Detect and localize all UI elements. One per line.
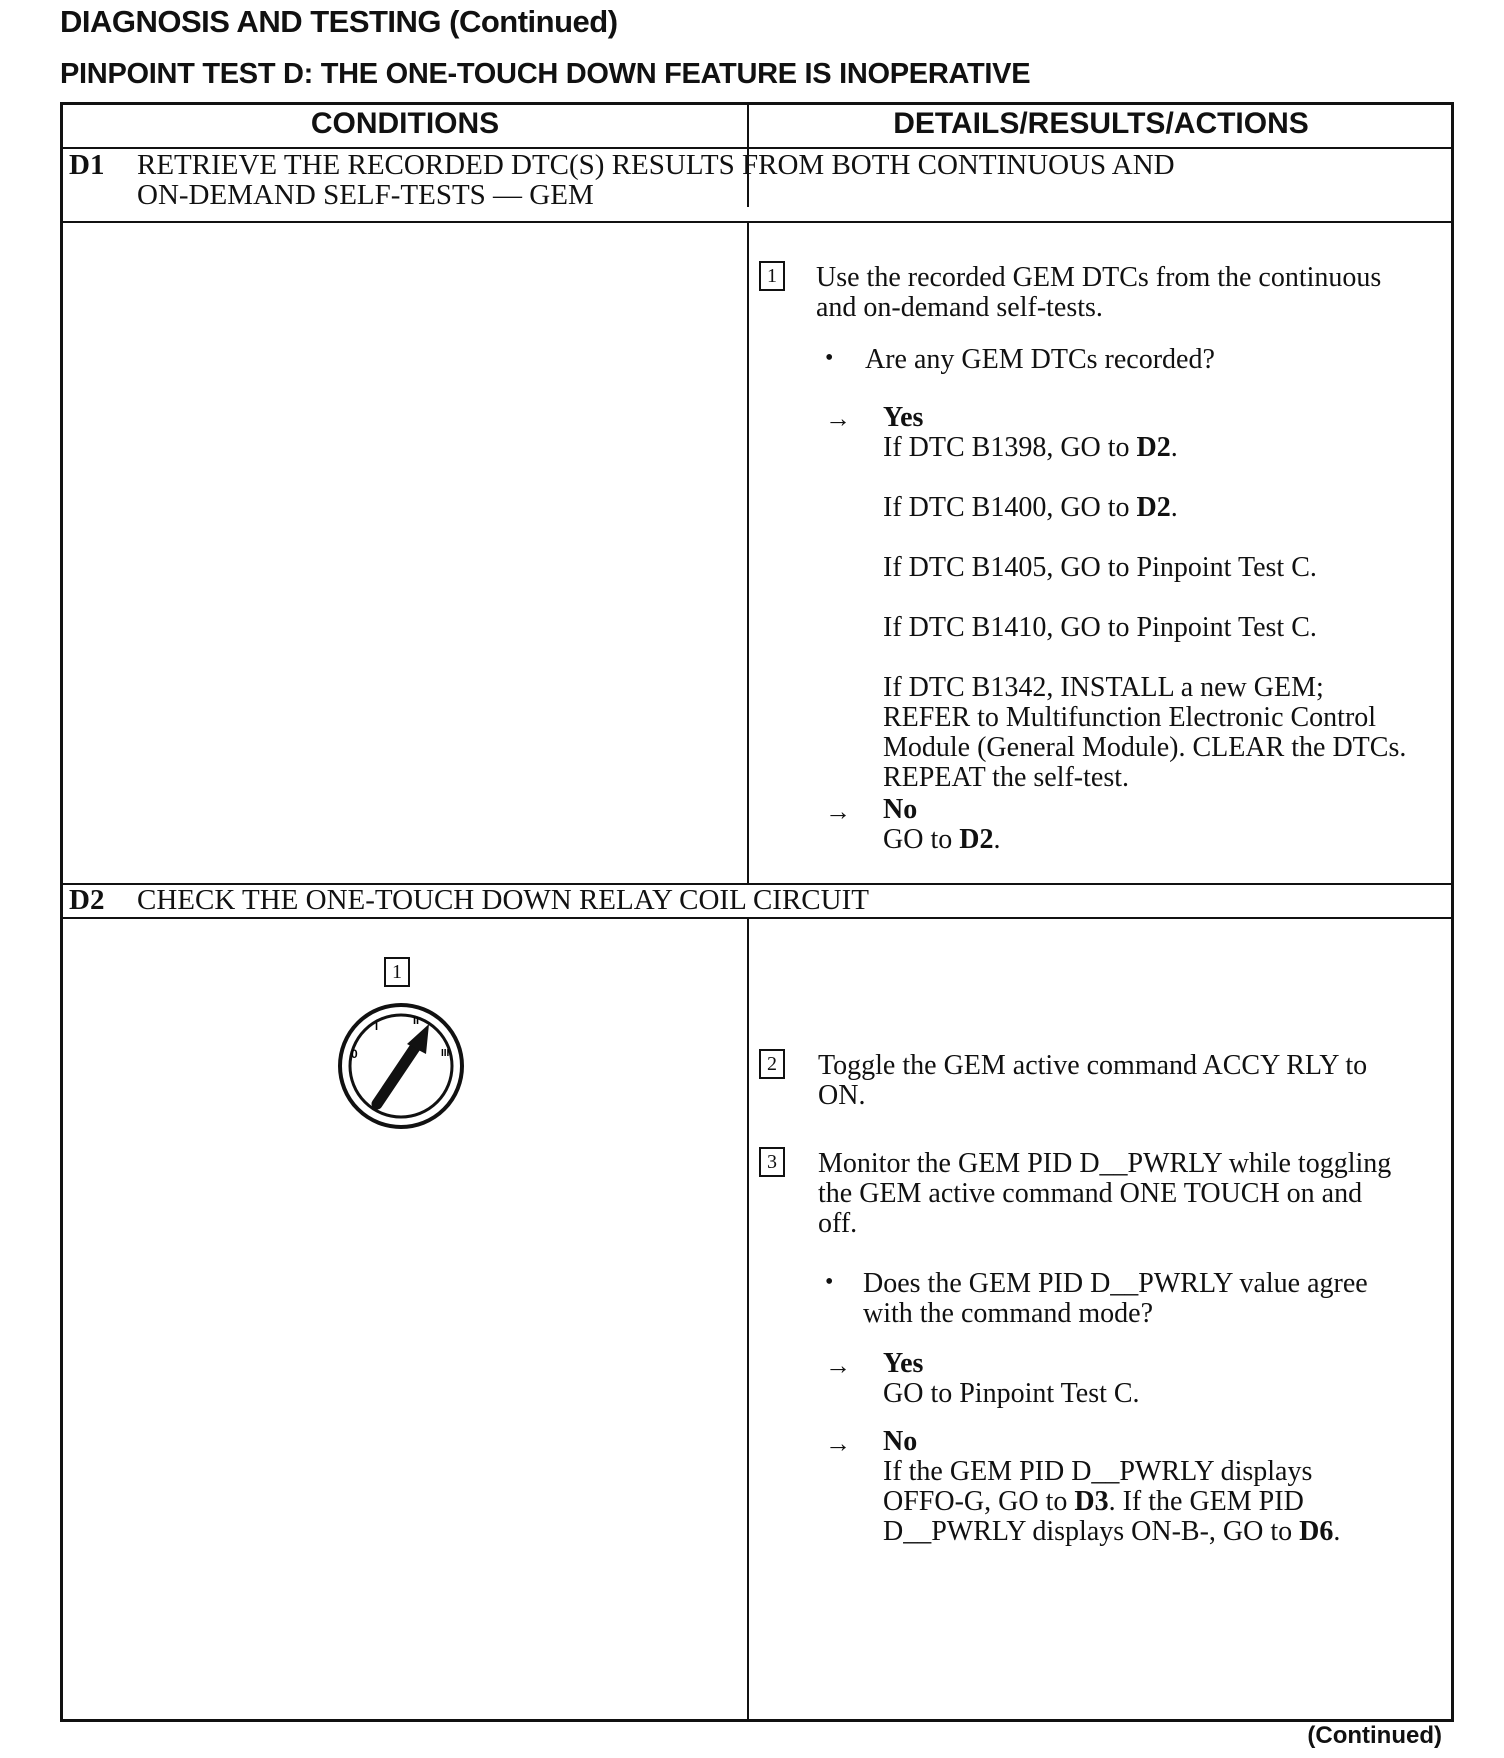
switch-position-2: II bbox=[413, 1015, 420, 1027]
no-label bbox=[883, 795, 917, 825]
d2-yes-result: GO to Pinpoint Test C. bbox=[883, 1378, 1140, 1409]
d1-step1-line2: and on-demand self-tests. bbox=[816, 292, 1103, 323]
d2-step3-line2: the GEM active command ONE TOUCH on and bbox=[818, 1178, 1363, 1209]
d2-title-divider bbox=[63, 917, 1451, 919]
d2-step2-line2: ON. bbox=[818, 1080, 866, 1111]
d1-yes-result-5-line4: REPEAT the self-test. bbox=[883, 762, 1130, 793]
no-label bbox=[883, 1427, 917, 1457]
d1-yes-result-2: If DTC B1400, GO to D2. bbox=[883, 492, 1178, 523]
d2-question-line2: with the command mode? bbox=[863, 1298, 1154, 1329]
result-text: If DTC B1400, GO to bbox=[883, 492, 1137, 523]
illustration-number-box: 1 bbox=[384, 957, 410, 987]
section-heading: DIAGNOSIS AND TESTING (Continued) bbox=[60, 4, 618, 39]
d2-step3-line1: Monitor the GEM PID D__PWRLY while toggling bbox=[818, 1148, 1392, 1179]
result-text: . If the GEM PID bbox=[1108, 1486, 1304, 1517]
d1-yes-result-5-line1: If DTC B1342, INSTALL a new GEM; bbox=[883, 672, 1324, 703]
d1-no-result: GO to D2. bbox=[883, 824, 1001, 855]
switch-position-1: I bbox=[375, 1021, 379, 1033]
result-text: If DTC B1398, GO to bbox=[883, 432, 1137, 463]
d2-no-line3 bbox=[883, 1517, 1340, 1547]
step-number-box: 2 bbox=[759, 1049, 785, 1079]
d1-yes-result-5-line3: Module (General Module). CLEAR the DTCs. bbox=[883, 732, 1407, 763]
column-divider-d1 bbox=[747, 221, 749, 884]
yes-label bbox=[883, 1349, 923, 1379]
step-reference: D3 bbox=[1074, 1486, 1109, 1517]
d1-code: D1 bbox=[69, 149, 105, 181]
d1-title-line1: RETRIEVE THE RECORDED DTC(S) RESULTS FROM BOTH CONTINUOUS AND bbox=[137, 149, 1175, 181]
step-reference: D2 bbox=[959, 824, 994, 855]
d2-step2-line1: Toggle the GEM active command ACCY RLY to bbox=[818, 1050, 1368, 1081]
step-reference: D6 bbox=[1299, 1516, 1334, 1547]
d2-no-line1: If the GEM PID D__PWRLY displays bbox=[883, 1456, 1313, 1487]
d2-step3-line3: off. bbox=[818, 1208, 858, 1239]
arrow-icon: → bbox=[825, 797, 851, 826]
result-text: GO to bbox=[883, 824, 960, 855]
bullet-icon: • bbox=[825, 1269, 834, 1295]
d1-question: Are any GEM DTCs recorded? bbox=[865, 344, 1215, 375]
d1-title-divider bbox=[63, 221, 1451, 223]
step-reference: D2 bbox=[1136, 492, 1171, 523]
d1-yes-result-4: If DTC B1410, GO to Pinpoint Test C. bbox=[883, 612, 1317, 643]
d2-code: D2 bbox=[69, 884, 105, 916]
d1-yes-result-1: If DTC B1398, GO to D2. bbox=[883, 432, 1178, 463]
d1-yes-result-5-line2: REFER to Multifunction Electronic Control bbox=[883, 702, 1377, 733]
d2-step-title bbox=[63, 885, 1443, 915]
d1-yes-result-3: If DTC B1405, GO to Pinpoint Test C. bbox=[883, 552, 1317, 583]
d2-question-line1: Does the GEM PID D__PWRLY value agree bbox=[863, 1268, 1368, 1299]
step-number-box: 1 bbox=[759, 261, 785, 291]
arrow-icon: → bbox=[825, 404, 851, 433]
test-title: PINPOINT TEST D: THE ONE-TOUCH DOWN FEATURE IS INOPERATIVE bbox=[60, 58, 1031, 90]
no-label-text: No bbox=[883, 794, 918, 825]
column-divider-d2 bbox=[747, 919, 749, 1719]
d1-step-title bbox=[63, 150, 1443, 216]
switch-position-0: 0 bbox=[351, 1047, 358, 1061]
result-text: D__PWRLY displays ON-B-, GO to bbox=[883, 1516, 1300, 1547]
yes-label bbox=[883, 403, 923, 433]
bullet-icon: • bbox=[825, 345, 834, 371]
yes-label-text: Yes bbox=[883, 402, 924, 433]
result-text: . bbox=[1333, 1516, 1341, 1547]
yes-label-text: Yes bbox=[883, 1348, 924, 1379]
d1-step1-line1: Use the recorded GEM DTCs from the continuous bbox=[816, 262, 1382, 293]
ignition-switch-icon bbox=[335, 1000, 467, 1132]
conditions-header: CONDITIONS bbox=[310, 107, 500, 140]
no-label-text: No bbox=[883, 1426, 918, 1457]
arrow-icon: → bbox=[825, 1429, 851, 1458]
d2-no-line2 bbox=[883, 1487, 1304, 1517]
result-text: OFFO-G, GO to bbox=[883, 1486, 1075, 1517]
switch-position-3: III bbox=[441, 1048, 450, 1059]
continued-label: (Continued) bbox=[1307, 1722, 1442, 1749]
step-number-box: 3 bbox=[759, 1147, 785, 1177]
step-reference: D2 bbox=[1136, 432, 1171, 463]
d1-title-line2: ON-DEMAND SELF-TESTS — GEM bbox=[137, 179, 594, 211]
arrow-icon: → bbox=[825, 1351, 851, 1380]
d2-title: CHECK THE ONE-TOUCH DOWN RELAY COIL CIRCUIT bbox=[137, 884, 869, 916]
details-header: DETAILS/RESULTS/ACTIONS bbox=[893, 107, 1309, 140]
pinpoint-table bbox=[60, 102, 1454, 1722]
